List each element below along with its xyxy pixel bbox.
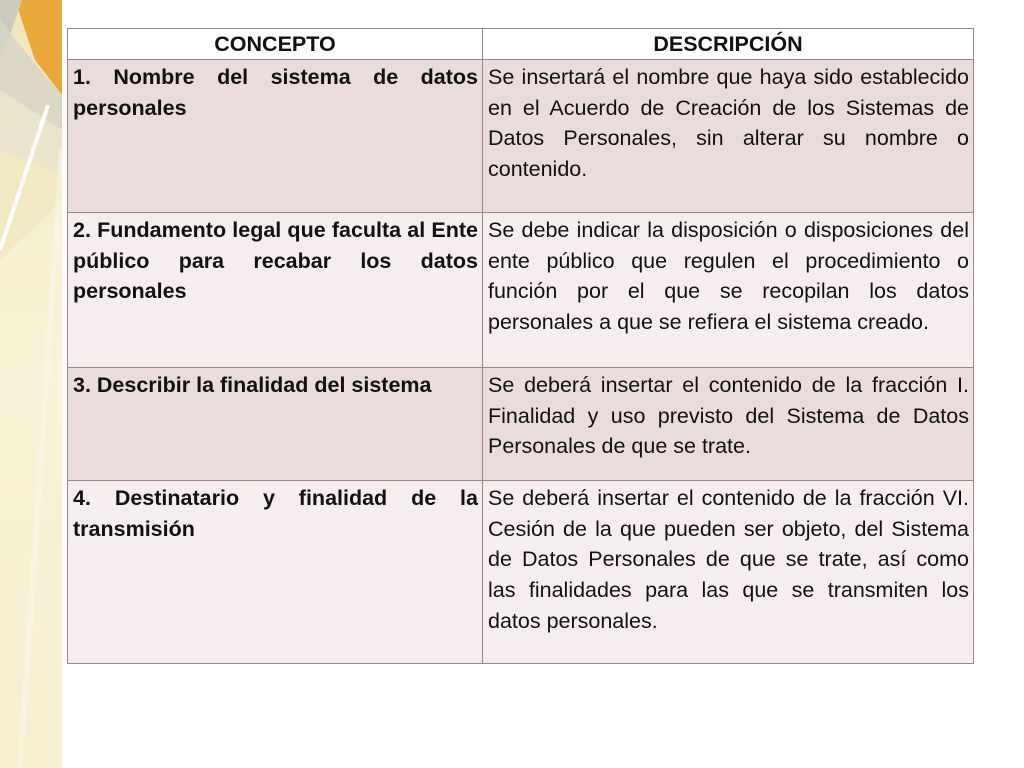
table-row [68, 368, 974, 481]
concepto-cell: 1. Nombre del sistema de datos personales [68, 60, 483, 213]
header-descripcion: DESCRIPCIÓN [483, 29, 974, 60]
header-concepto: CONCEPTO [68, 29, 483, 60]
descripcion-cell: Se deberá insertar el contenido de la fracción VI. Cesión de la que pueden ser objeto, del Sistema de Datos Personales de que se trate, así como las finalidades para las que se transmiten los datos personales. [483, 481, 974, 664]
concepto-cell: 4. Destinatario y finalidad de la transmisión [68, 481, 483, 664]
descripcion-cell: Se insertará el nombre que haya sido establecido en el Acuerdo de Creación de los Sistemas de Datos Personales, sin alterar su nombre o contenido. [483, 60, 974, 213]
decorative-side-band [0, 0, 62, 768]
concept-description-table [67, 28, 974, 664]
table-header-row [68, 29, 974, 60]
descripcion-cell: Se debe indicar la disposición o disposiciones del ente público que regulen el procedimiento o función por el que se recopilan los datos personales a que se refiera el sistema creado. [483, 213, 974, 368]
data-table-container [67, 28, 973, 664]
table-row [68, 481, 974, 664]
table-row [68, 213, 974, 368]
concepto-cell: 3. Describir la finalidad del sistema [68, 368, 483, 481]
table-row [68, 60, 974, 213]
concepto-cell: 2. Fundamento legal que faculta al Ente público para recabar los datos personales [68, 213, 483, 368]
descripcion-cell: Se deberá insertar el contenido de la fracción I. Finalidad y uso previsto del Sistema de Datos Personales de que se trate. [483, 368, 974, 481]
